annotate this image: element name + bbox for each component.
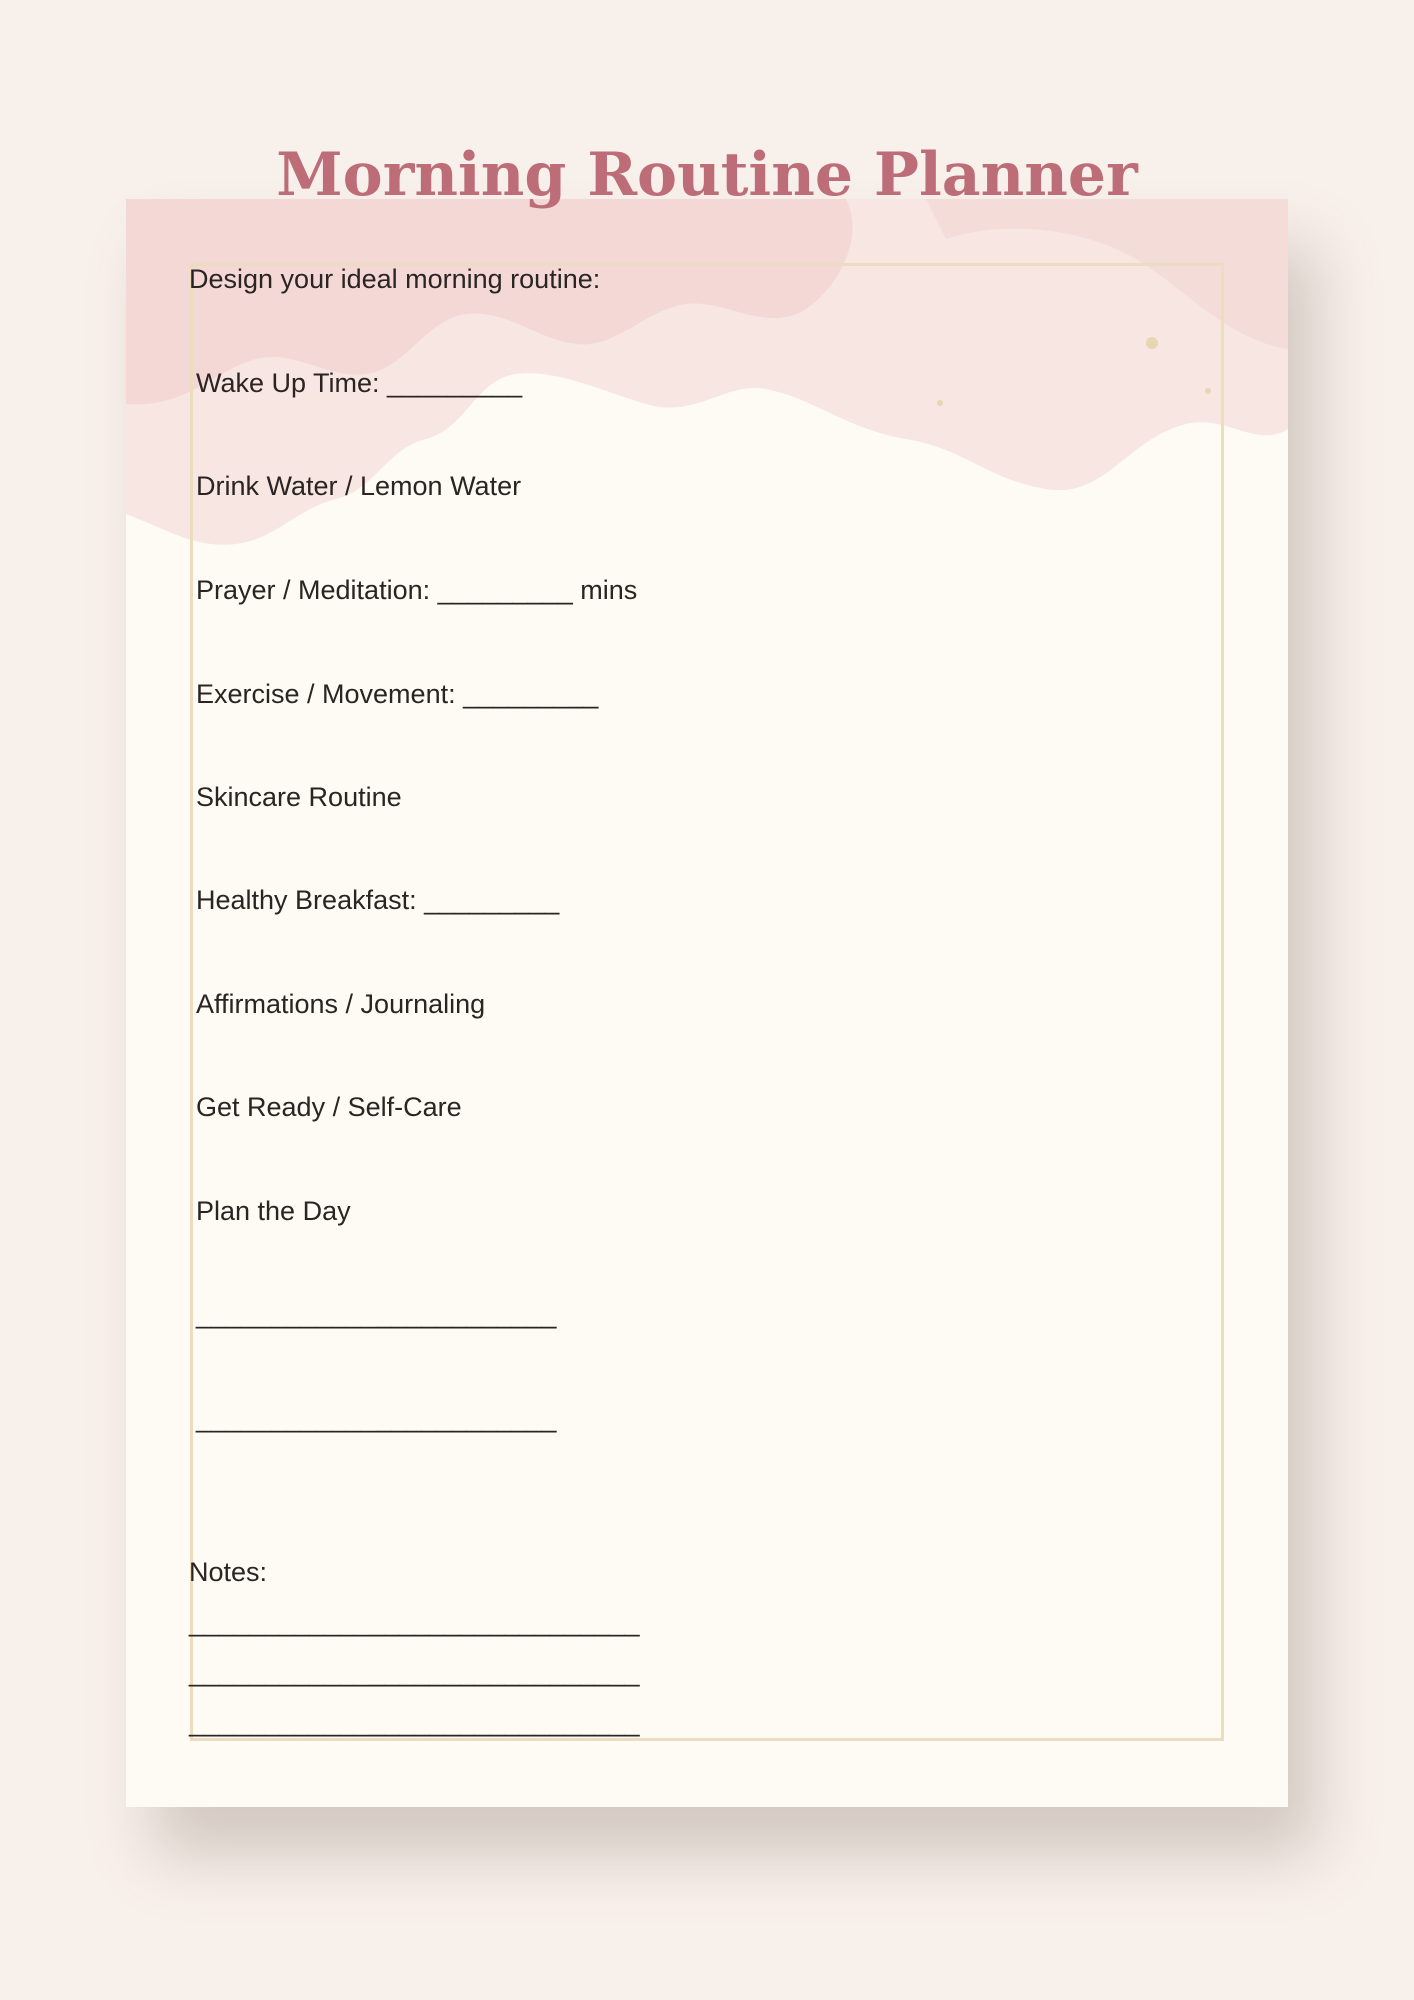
item-affirmations-journaling: Affirmations / Journaling <box>196 989 486 1019</box>
item-skincare-routine: Skincare Routine <box>196 782 402 812</box>
item-blank-line: ________________________ <box>196 1299 557 1329</box>
notes-label: Notes: <box>189 1557 268 1587</box>
item-plan-the-day: Plan the Day <box>196 1196 351 1226</box>
item-prayer-meditation: Prayer / Meditation: _________ mins <box>196 575 638 605</box>
item-healthy-breakfast: Healthy Breakfast: _________ <box>196 885 560 915</box>
intro-text: Design your ideal morning routine: <box>189 264 601 294</box>
item-blank-line: ________________________ <box>196 1403 557 1433</box>
item-drink-water: Drink Water / Lemon Water <box>196 471 522 501</box>
item-wake-up-time: Wake Up Time: _________ <box>196 368 523 398</box>
notes-line: ______________________________ <box>189 1657 640 1687</box>
notes-line: ______________________________ <box>189 1707 640 1737</box>
page-title: Morning Routine Planner <box>276 140 1138 210</box>
item-exercise-movement: Exercise / Movement: _________ <box>196 679 599 709</box>
item-get-ready: Get Ready / Self-Care <box>196 1092 462 1122</box>
notes-line: ______________________________ <box>189 1607 640 1637</box>
